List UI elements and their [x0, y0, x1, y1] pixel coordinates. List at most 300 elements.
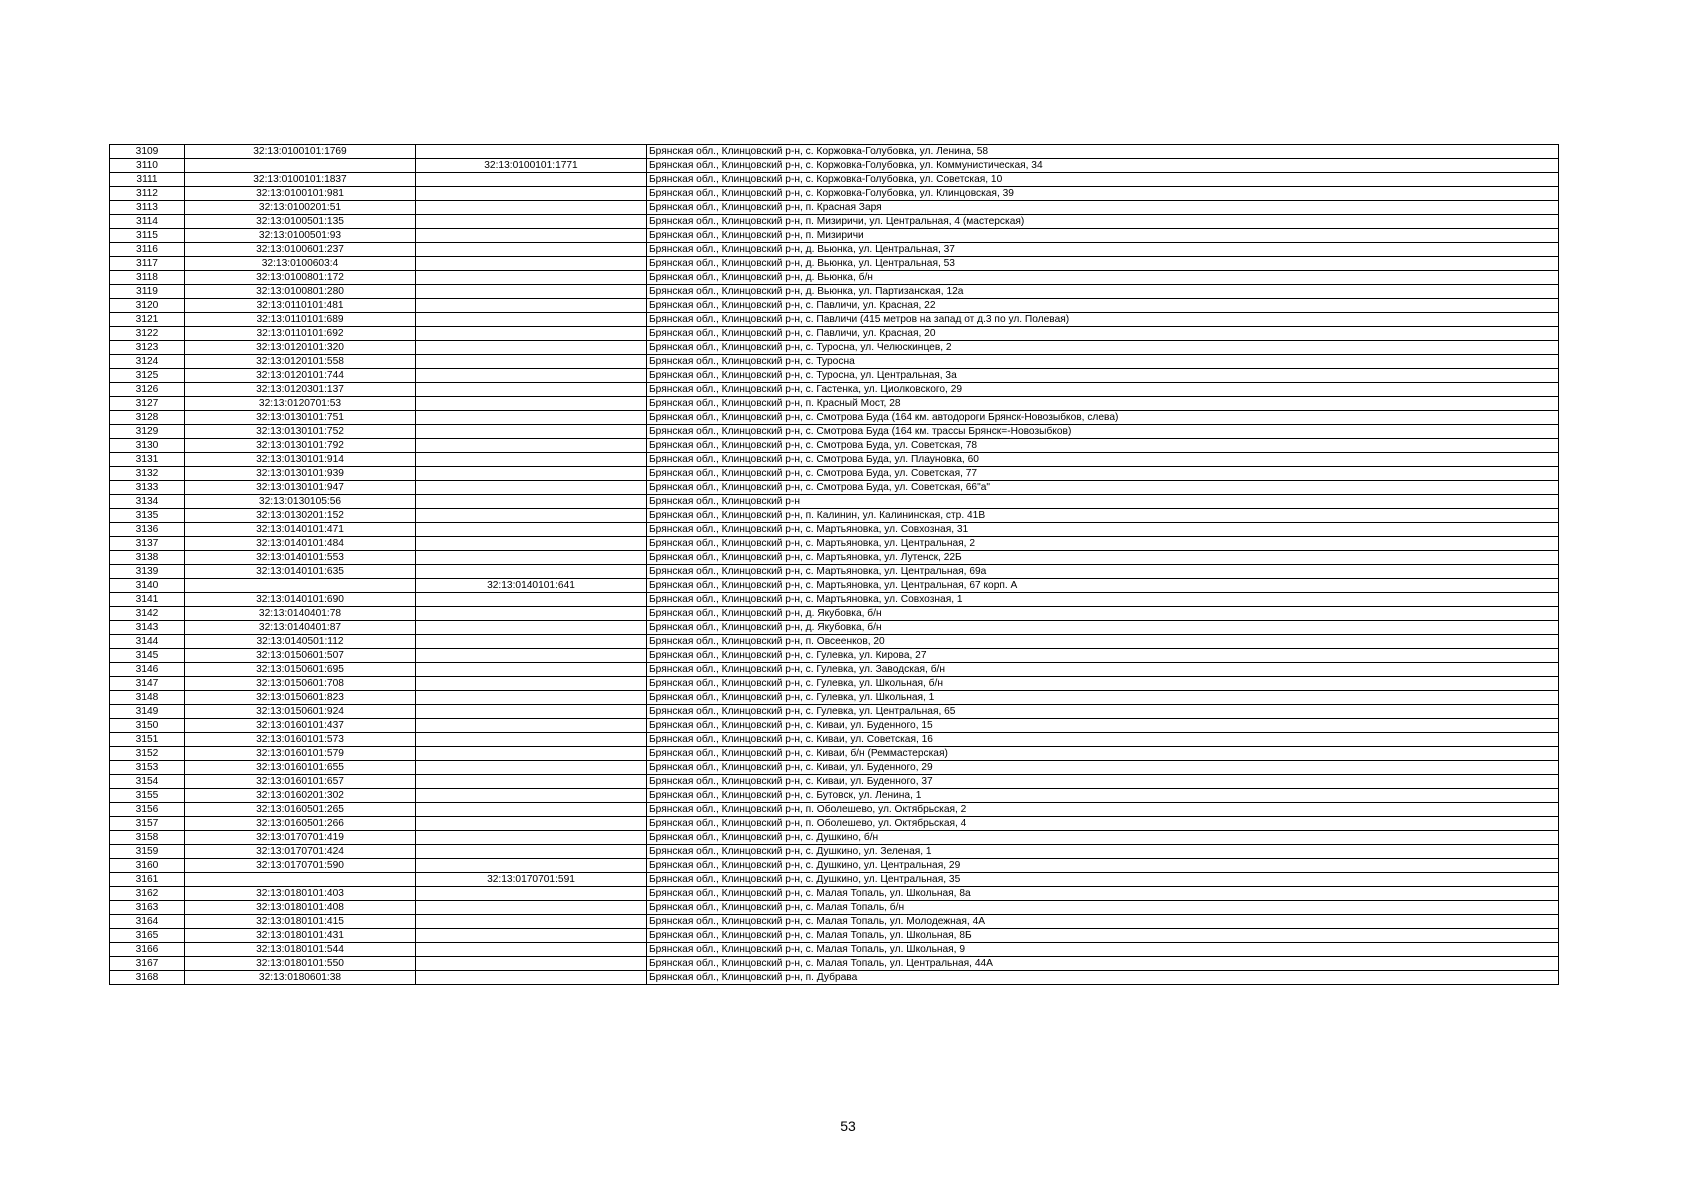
- cadastral-number-cell: 32:13:0170701:424: [185, 845, 416, 859]
- address-cell: Брянская обл., Клинцовский р-н, с. Туросна, ул. Центральная, 3а: [647, 369, 1559, 383]
- address-cell: Брянская обл., Клинцовский р-н, д. Вьюнка, ул. Партизанская, 12а: [647, 285, 1559, 299]
- address-cell: Брянская обл., Клинцовский р-н, с. Гулевка, ул. Заводская, б/н: [647, 663, 1559, 677]
- table-row: [110, 495, 1559, 509]
- row-number-cell: 3161: [110, 873, 185, 887]
- cadastral-number-cell: 32:13:0140401:87: [185, 621, 416, 635]
- table-row: [110, 173, 1559, 187]
- cadastral-number-alt-cell: [416, 971, 647, 985]
- cadastral-number-alt-cell: [416, 733, 647, 747]
- row-number-cell: 3132: [110, 467, 185, 481]
- row-number-cell: 3114: [110, 215, 185, 229]
- row-number-cell: 3136: [110, 523, 185, 537]
- row-number-cell: 3121: [110, 313, 185, 327]
- address-cell: Брянская обл., Клинцовский р-н, с. Киваи, б/н (Реммастерская): [647, 747, 1559, 761]
- cadastral-number-cell: 32:13:0100801:280: [185, 285, 416, 299]
- address-cell: Брянская обл., Клинцовский р-н, с. Коржовка-Голубовка, ул. Коммунистическая, 34: [647, 159, 1559, 173]
- cadastral-number-cell: 32:13:0120701:53: [185, 397, 416, 411]
- cadastral-number-cell: 32:13:0140101:690: [185, 593, 416, 607]
- cadastral-number-alt-cell: [416, 677, 647, 691]
- cadastral-number-cell: 32:13:0160101:437: [185, 719, 416, 733]
- row-number-cell: 3158: [110, 831, 185, 845]
- table-row: [110, 915, 1559, 929]
- table-row: [110, 229, 1559, 243]
- cadastral-number-cell: 32:13:0100501:93: [185, 229, 416, 243]
- row-number-cell: 3112: [110, 187, 185, 201]
- address-cell: Брянская обл., Клинцовский р-н, с. Гулевка, ул. Школьная, б/н: [647, 677, 1559, 691]
- table-row: [110, 719, 1559, 733]
- cadastral-number-alt-cell: [416, 397, 647, 411]
- cadastral-number-alt-cell: [416, 607, 647, 621]
- cadastral-number-alt-cell: [416, 285, 647, 299]
- address-cell: Брянская обл., Клинцовский р-н, с. Коржовка-Голубовка, ул. Советская, 10: [647, 173, 1559, 187]
- row-number-cell: 3142: [110, 607, 185, 621]
- cadastral-number-cell: 32:13:0180101:408: [185, 901, 416, 915]
- cadastral-number-cell: 32:13:0150601:823: [185, 691, 416, 705]
- cadastral-number-cell: 32:13:0140101:553: [185, 551, 416, 565]
- table-row: [110, 789, 1559, 803]
- cadastral-number-cell: 32:13:0140501:112: [185, 635, 416, 649]
- row-number-cell: 3128: [110, 411, 185, 425]
- cadastral-number-alt-cell: [416, 649, 647, 663]
- table-row: [110, 943, 1559, 957]
- page-number: 53: [840, 1118, 856, 1134]
- address-cell: Брянская обл., Клинцовский р-н, с. Гулевка, ул. Школьная, 1: [647, 691, 1559, 705]
- row-number-cell: 3149: [110, 705, 185, 719]
- cadastral-number-alt-cell: [416, 327, 647, 341]
- cadastral-number-cell: 32:13:0100601:237: [185, 243, 416, 257]
- table-row: [110, 887, 1559, 901]
- row-number-cell: 3165: [110, 929, 185, 943]
- cadastral-number-cell: 32:13:0100801:172: [185, 271, 416, 285]
- cadastral-number-alt-cell: [416, 439, 647, 453]
- cadastral-number-cell: 32:13:0130105:56: [185, 495, 416, 509]
- row-number-cell: 3116: [110, 243, 185, 257]
- table-row: [110, 369, 1559, 383]
- cadastral-number-alt-cell: [416, 663, 647, 677]
- row-number-cell: 3151: [110, 733, 185, 747]
- row-number-cell: 3144: [110, 635, 185, 649]
- row-number-cell: 3155: [110, 789, 185, 803]
- cadastral-number-cell: 32:13:0100101:981: [185, 187, 416, 201]
- table-row: [110, 705, 1559, 719]
- address-cell: Брянская обл., Клинцовский р-н, с. Мартьяновка, ул. Центральная, 69а: [647, 565, 1559, 579]
- row-number-cell: 3141: [110, 593, 185, 607]
- cadastral-number-alt-cell: 32:13:0140101:641: [416, 579, 647, 593]
- cadastral-number-cell: 32:13:0130201:152: [185, 509, 416, 523]
- row-number-cell: 3159: [110, 845, 185, 859]
- row-number-cell: 3156: [110, 803, 185, 817]
- cadastral-number-cell: 32:13:0130101:914: [185, 453, 416, 467]
- row-number-cell: 3131: [110, 453, 185, 467]
- row-number-cell: 3148: [110, 691, 185, 705]
- cadastral-number-cell: [185, 159, 416, 173]
- cadastral-number-cell: 32:13:0130101:792: [185, 439, 416, 453]
- row-number-cell: 3127: [110, 397, 185, 411]
- cadastral-number-alt-cell: [416, 411, 647, 425]
- cadastral-number-cell: 32:13:0160501:265: [185, 803, 416, 817]
- table-row: [110, 243, 1559, 257]
- table-row: [110, 537, 1559, 551]
- cadastral-number-cell: 32:13:0180101:415: [185, 915, 416, 929]
- cadastral-number-alt-cell: [416, 887, 647, 901]
- address-cell: Брянская обл., Клинцовский р-н, с. Смотрова Буда, ул. Советская, 78: [647, 439, 1559, 453]
- table-row: [110, 271, 1559, 285]
- cadastral-number-alt-cell: [416, 621, 647, 635]
- cadastral-number-alt-cell: [416, 271, 647, 285]
- cadastral-number-alt-cell: [416, 929, 647, 943]
- cadastral-number-cell: 32:13:0110101:689: [185, 313, 416, 327]
- table-row: [110, 607, 1559, 621]
- address-cell: Брянская обл., Клинцовский р-н, с. Гастенка, ул. Циолковского, 29: [647, 383, 1559, 397]
- address-cell: Брянская обл., Клинцовский р-н, с. Душкино, ул. Центральная, 35: [647, 873, 1559, 887]
- cadastral-number-alt-cell: [416, 257, 647, 271]
- cadastral-number-alt-cell: [416, 565, 647, 579]
- cadastral-number-alt-cell: [416, 817, 647, 831]
- row-number-cell: 3140: [110, 579, 185, 593]
- table-row: [110, 663, 1559, 677]
- cadastral-number-cell: 32:13:0100501:135: [185, 215, 416, 229]
- table-row: [110, 215, 1559, 229]
- cadastral-number-cell: 32:13:0160201:302: [185, 789, 416, 803]
- address-cell: Брянская обл., Клинцовский р-н, с. Коржовка-Голубовка, ул. Ленина, 58: [647, 145, 1559, 159]
- address-cell: Брянская обл., Клинцовский р-н, с. Гулевка, ул. Кирова, 27: [647, 649, 1559, 663]
- table-row: [110, 509, 1559, 523]
- table-row: [110, 929, 1559, 943]
- row-number-cell: 3122: [110, 327, 185, 341]
- cadastral-number-cell: 32:13:0130101:752: [185, 425, 416, 439]
- cadastral-number-cell: 32:13:0130101:947: [185, 481, 416, 495]
- cadastral-number-alt-cell: [416, 761, 647, 775]
- table-row: [110, 649, 1559, 663]
- row-number-cell: 3162: [110, 887, 185, 901]
- address-cell: Брянская обл., Клинцовский р-н, с. Гулевка, ул. Центральная, 65: [647, 705, 1559, 719]
- address-cell: Брянская обл., Клинцовский р-н, п. Овсеенков, 20: [647, 635, 1559, 649]
- cadastral-number-cell: [185, 873, 416, 887]
- cadastral-number-alt-cell: [416, 775, 647, 789]
- cadastral-number-cell: 32:13:0160501:266: [185, 817, 416, 831]
- cadastral-number-alt-cell: [416, 691, 647, 705]
- address-cell: Брянская обл., Клинцовский р-н, с. Киваи, ул. Буденного, 15: [647, 719, 1559, 733]
- table-row: [110, 901, 1559, 915]
- row-number-cell: 3166: [110, 943, 185, 957]
- cadastral-number-alt-cell: [416, 705, 647, 719]
- row-number-cell: 3113: [110, 201, 185, 215]
- table-row: [110, 327, 1559, 341]
- cadastral-number-alt-cell: [416, 803, 647, 817]
- table-row: [110, 257, 1559, 271]
- cadastral-number-alt-cell: [416, 467, 647, 481]
- table-row: [110, 803, 1559, 817]
- table-row: [110, 481, 1559, 495]
- cadastral-number-alt-cell: [416, 747, 647, 761]
- address-cell: Брянская обл., Клинцовский р-н, с. Душкино, б/н: [647, 831, 1559, 845]
- address-cell: Брянская обл., Клинцовский р-н, п. Красная Заря: [647, 201, 1559, 215]
- table-row: [110, 299, 1559, 313]
- cadastral-number-cell: 32:13:0120101:744: [185, 369, 416, 383]
- cadastral-number-cell: 32:13:0170701:590: [185, 859, 416, 873]
- cadastral-number-cell: 32:13:0120101:320: [185, 341, 416, 355]
- row-number-cell: 3115: [110, 229, 185, 243]
- cadastral-number-cell: 32:13:0140401:78: [185, 607, 416, 621]
- row-number-cell: 3152: [110, 747, 185, 761]
- cadastral-number-alt-cell: [416, 187, 647, 201]
- cadastral-number-alt-cell: [416, 635, 647, 649]
- table-row: [110, 551, 1559, 565]
- row-number-cell: 3135: [110, 509, 185, 523]
- row-number-cell: 3157: [110, 817, 185, 831]
- address-cell: Брянская обл., Клинцовский р-н, с. Бутовск, ул. Ленина, 1: [647, 789, 1559, 803]
- cadastral-number-cell: 32:13:0150601:507: [185, 649, 416, 663]
- cadastral-number-alt-cell: [416, 859, 647, 873]
- address-cell: Брянская обл., Клинцовский р-н, д. Якубовка, б/н: [647, 621, 1559, 635]
- address-cell: Брянская обл., Клинцовский р-н, с. Мартьяновка, ул. Центральная, 67 корп. А: [647, 579, 1559, 593]
- row-number-cell: 3139: [110, 565, 185, 579]
- address-cell: Брянская обл., Клинцовский р-н, с. Малая Топаль, б/н: [647, 901, 1559, 915]
- table-row: [110, 691, 1559, 705]
- table-row: [110, 593, 1559, 607]
- row-number-cell: 3125: [110, 369, 185, 383]
- table-row: [110, 425, 1559, 439]
- cadastral-number-cell: 32:13:0120301:137: [185, 383, 416, 397]
- cadastral-number-cell: 32:13:0160101:655: [185, 761, 416, 775]
- row-number-cell: 3119: [110, 285, 185, 299]
- address-cell: Брянская обл., Клинцовский р-н, с. Киваи, ул. Советская, 16: [647, 733, 1559, 747]
- cadastral-number-alt-cell: [416, 299, 647, 313]
- cadastral-number-alt-cell: [416, 719, 647, 733]
- table-row: [110, 313, 1559, 327]
- address-cell: Брянская обл., Клинцовский р-н, п. Дубрава: [647, 971, 1559, 985]
- address-cell: Брянская обл., Клинцовский р-н: [647, 495, 1559, 509]
- row-number-cell: 3168: [110, 971, 185, 985]
- address-cell: Брянская обл., Клинцовский р-н, с. Смотрова Буда, ул. Советская, 66"а": [647, 481, 1559, 495]
- row-number-cell: 3120: [110, 299, 185, 313]
- address-cell: Брянская обл., Клинцовский р-н, с. Мартьяновка, ул. Совхозная, 1: [647, 593, 1559, 607]
- table-row: [110, 845, 1559, 859]
- cadastral-number-cell: 32:13:0150601:695: [185, 663, 416, 677]
- cadastral-number-alt-cell: [416, 551, 647, 565]
- table-row: [110, 635, 1559, 649]
- table-row: [110, 761, 1559, 775]
- address-cell: Брянская обл., Клинцовский р-н, с. Малая Топаль, ул. Школьная, 8Б: [647, 929, 1559, 943]
- address-cell: Брянская обл., Клинцовский р-н, с. Павличи, ул. Красная, 22: [647, 299, 1559, 313]
- address-cell: Брянская обл., Клинцовский р-н, п. Оболешево, ул. Октябрьская, 4: [647, 817, 1559, 831]
- address-cell: Брянская обл., Клинцовский р-н, с. Смотрова Буда (164 км. трассы Брянск=-Новозыбков): [647, 425, 1559, 439]
- address-cell: Брянская обл., Клинцовский р-н, с. Малая Топаль, ул. Школьная, 9: [647, 943, 1559, 957]
- address-cell: Брянская обл., Клинцовский р-н, с. Душкино, ул. Зеленая, 1: [647, 845, 1559, 859]
- address-cell: Брянская обл., Клинцовский р-н, с. Коржовка-Голубовка, ул. Клинцовская, 39: [647, 187, 1559, 201]
- registry-table: [109, 144, 1559, 985]
- cadastral-number-alt-cell: [416, 845, 647, 859]
- cadastral-number-alt-cell: [416, 537, 647, 551]
- cadastral-number-alt-cell: [416, 481, 647, 495]
- cadastral-number-cell: 32:13:0120101:558: [185, 355, 416, 369]
- address-cell: Брянская обл., Клинцовский р-н, с. Малая Топаль, ул. Центральная, 44А: [647, 957, 1559, 971]
- cadastral-number-alt-cell: [416, 355, 647, 369]
- cadastral-number-cell: 32:13:0160101:657: [185, 775, 416, 789]
- table-row: [110, 397, 1559, 411]
- cadastral-number-alt-cell: [416, 789, 647, 803]
- address-cell: Брянская обл., Клинцовский р-н, с. Мартьяновка, ул. Лутенск, 22Б: [647, 551, 1559, 565]
- cadastral-number-cell: 32:13:0160101:573: [185, 733, 416, 747]
- cadastral-number-alt-cell: [416, 943, 647, 957]
- cadastral-number-alt-cell: [416, 593, 647, 607]
- address-cell: Брянская обл., Клинцовский р-н, с. Павличи, ул. Красная, 20: [647, 327, 1559, 341]
- table-row: [110, 187, 1559, 201]
- cadastral-number-cell: 32:13:0180101:544: [185, 943, 416, 957]
- cadastral-number-alt-cell: 32:13:0100101:1771: [416, 159, 647, 173]
- table-row: [110, 355, 1559, 369]
- row-number-cell: 3147: [110, 677, 185, 691]
- row-number-cell: 3129: [110, 425, 185, 439]
- registry-table-body: [110, 145, 1559, 985]
- table-row: [110, 439, 1559, 453]
- row-number-cell: 3123: [110, 341, 185, 355]
- address-cell: Брянская обл., Клинцовский р-н, с. Туросна, ул. Челюскинцев, 2: [647, 341, 1559, 355]
- cadastral-number-cell: 32:13:0180101:403: [185, 887, 416, 901]
- cadastral-number-alt-cell: [416, 215, 647, 229]
- address-cell: Брянская обл., Клинцовский р-н, с. Смотрова Буда (164 км. автодороги Брянск-Новозыбков, слева): [647, 411, 1559, 425]
- cadastral-number-cell: 32:13:0110101:692: [185, 327, 416, 341]
- cadastral-number-alt-cell: [416, 145, 647, 159]
- address-cell: Брянская обл., Клинцовский р-н, д. Вьюнка, ул. Центральная, 37: [647, 243, 1559, 257]
- table-row: [110, 341, 1559, 355]
- address-cell: Брянская обл., Клинцовский р-н, с. Мартьяновка, ул. Центральная, 2: [647, 537, 1559, 551]
- row-number-cell: 3118: [110, 271, 185, 285]
- row-number-cell: 3145: [110, 649, 185, 663]
- row-number-cell: 3130: [110, 439, 185, 453]
- cadastral-number-alt-cell: [416, 201, 647, 215]
- row-number-cell: 3126: [110, 383, 185, 397]
- table-row: [110, 971, 1559, 985]
- cadastral-number-alt-cell: [416, 383, 647, 397]
- cadastral-number-alt-cell: [416, 173, 647, 187]
- cadastral-number-alt-cell: [416, 313, 647, 327]
- address-cell: Брянская обл., Клинцовский р-н, п. Красный Мост, 28: [647, 397, 1559, 411]
- address-cell: Брянская обл., Клинцовский р-н, с. Малая Топаль, ул. Молодежная, 4А: [647, 915, 1559, 929]
- address-cell: Брянская обл., Клинцовский р-н, п. Калинин, ул. Калининская, стр. 41В: [647, 509, 1559, 523]
- cadastral-number-cell: 32:13:0100603:4: [185, 257, 416, 271]
- row-number-cell: 3154: [110, 775, 185, 789]
- address-cell: Брянская обл., Клинцовский р-н, с. Душкино, ул. Центральная, 29: [647, 859, 1559, 873]
- row-number-cell: 3109: [110, 145, 185, 159]
- table-row: [110, 859, 1559, 873]
- cadastral-number-alt-cell: [416, 229, 647, 243]
- cadastral-number-cell: 32:13:0130101:751: [185, 411, 416, 425]
- row-number-cell: 3117: [110, 257, 185, 271]
- cadastral-number-cell: 32:13:0110101:481: [185, 299, 416, 313]
- row-number-cell: 3137: [110, 537, 185, 551]
- cadastral-number-alt-cell: 32:13:0170701:591: [416, 873, 647, 887]
- table-row: [110, 411, 1559, 425]
- table-row: [110, 453, 1559, 467]
- cadastral-number-alt-cell: [416, 509, 647, 523]
- table-row: [110, 579, 1559, 593]
- cadastral-number-cell: 32:13:0140101:635: [185, 565, 416, 579]
- table-row: [110, 565, 1559, 579]
- cadastral-number-cell: 32:13:0180101:431: [185, 929, 416, 943]
- cadastral-number-alt-cell: [416, 831, 647, 845]
- row-number-cell: 3167: [110, 957, 185, 971]
- table-row: [110, 677, 1559, 691]
- address-cell: Брянская обл., Клинцовский р-н, с. Киваи, ул. Буденного, 29: [647, 761, 1559, 775]
- table-row: [110, 831, 1559, 845]
- cadastral-number-cell: 32:13:0100101:1837: [185, 173, 416, 187]
- table-row: [110, 621, 1559, 635]
- cadastral-number-alt-cell: [416, 425, 647, 439]
- address-cell: Брянская обл., Клинцовский р-н, д. Якубовка, б/н: [647, 607, 1559, 621]
- row-number-cell: 3150: [110, 719, 185, 733]
- table-row: [110, 747, 1559, 761]
- address-cell: Брянская обл., Клинцовский р-н, д. Вьюнка, б/н: [647, 271, 1559, 285]
- cadastral-number-cell: 32:13:0160101:579: [185, 747, 416, 761]
- address-cell: Брянская обл., Клинцовский р-н, с. Туросна: [647, 355, 1559, 369]
- cadastral-number-alt-cell: [416, 901, 647, 915]
- cadastral-number-cell: 32:13:0150601:708: [185, 677, 416, 691]
- table-row: [110, 285, 1559, 299]
- row-number-cell: 3110: [110, 159, 185, 173]
- address-cell: Брянская обл., Клинцовский р-н, с. Смотрова Буда, ул. Плауновка, 60: [647, 453, 1559, 467]
- address-cell: Брянская обл., Клинцовский р-н, п. Оболешево, ул. Октябрьская, 2: [647, 803, 1559, 817]
- table-row: [110, 957, 1559, 971]
- table-row: [110, 201, 1559, 215]
- cadastral-number-cell: 32:13:0180101:550: [185, 957, 416, 971]
- address-cell: Брянская обл., Клинцовский р-н, п. Мизиричи, ул. Центральная, 4 (мастерская): [647, 215, 1559, 229]
- cadastral-number-cell: 32:13:0140101:484: [185, 537, 416, 551]
- table-row: [110, 733, 1559, 747]
- table-row: [110, 383, 1559, 397]
- table-row: [110, 523, 1559, 537]
- cadastral-number-alt-cell: [416, 957, 647, 971]
- row-number-cell: 3143: [110, 621, 185, 635]
- cadastral-number-cell: 32:13:0100101:1769: [185, 145, 416, 159]
- cadastral-number-alt-cell: [416, 915, 647, 929]
- table-row: [110, 873, 1559, 887]
- table-row: [110, 467, 1559, 481]
- cadastral-number-cell: 32:13:0170701:419: [185, 831, 416, 845]
- row-number-cell: 3163: [110, 901, 185, 915]
- cadastral-number-cell: 32:13:0150601:924: [185, 705, 416, 719]
- address-cell: Брянская обл., Клинцовский р-н, с. Киваи, ул. Буденного, 37: [647, 775, 1559, 789]
- row-number-cell: 3133: [110, 481, 185, 495]
- cadastral-number-alt-cell: [416, 369, 647, 383]
- address-cell: Брянская обл., Клинцовский р-н, с. Малая Топаль, ул. Школьная, 8а: [647, 887, 1559, 901]
- cadastral-number-alt-cell: [416, 523, 647, 537]
- row-number-cell: 3146: [110, 663, 185, 677]
- cadastral-number-cell: 32:13:0140101:471: [185, 523, 416, 537]
- table-row: [110, 775, 1559, 789]
- table-row: [110, 159, 1559, 173]
- cadastral-number-cell: 32:13:0180601:38: [185, 971, 416, 985]
- row-number-cell: 3164: [110, 915, 185, 929]
- cadastral-number-cell: 32:13:0100201:51: [185, 201, 416, 215]
- row-number-cell: 3134: [110, 495, 185, 509]
- address-cell: Брянская обл., Клинцовский р-н, с. Мартьяновка, ул. Совхозная, 31: [647, 523, 1559, 537]
- row-number-cell: 3153: [110, 761, 185, 775]
- cadastral-number-alt-cell: [416, 243, 647, 257]
- table-row: [110, 145, 1559, 159]
- address-cell: Брянская обл., Клинцовский р-н, д. Вьюнка, ул. Центральная, 53: [647, 257, 1559, 271]
- cadastral-number-alt-cell: [416, 495, 647, 509]
- row-number-cell: 3138: [110, 551, 185, 565]
- table-row: [110, 817, 1559, 831]
- row-number-cell: 3124: [110, 355, 185, 369]
- address-cell: Брянская обл., Клинцовский р-н, с. Павличи (415 метров на запад от д.3 по ул. Полевая): [647, 313, 1559, 327]
- cadastral-number-cell: [185, 579, 416, 593]
- address-cell: Брянская обл., Клинцовский р-н, с. Смотрова Буда, ул. Советская, 77: [647, 467, 1559, 481]
- cadastral-number-alt-cell: [416, 453, 647, 467]
- row-number-cell: 3160: [110, 859, 185, 873]
- cadastral-number-alt-cell: [416, 341, 647, 355]
